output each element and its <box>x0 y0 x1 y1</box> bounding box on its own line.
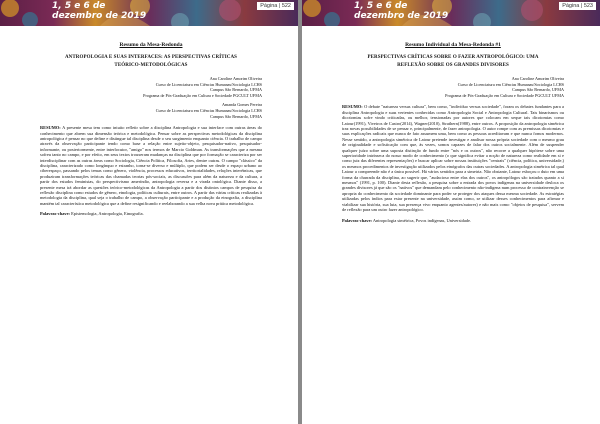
article-title: PERSPECTIVAS CRÍTICAS SOBRE O FAZER ANTROPOLÓGICO: UMA REFLEXÃO SOBRE OS GRANDES DIVISORES <box>367 55 539 68</box>
banner-artwork-icon <box>302 0 600 26</box>
article-left <box>40 42 262 217</box>
author-affiliation-1: Ana Caroline Amorim Oliveira Curso de Licenciatura em Ciências Humanas/Sociologia LCHS Campus São Bernardo, UFMA Programa de Pós-Graduação em Cultura e Sociedade PGCULT UFMA <box>143 76 262 98</box>
abstract: RESUMO: O debate "natureza versus cultura", bem como, "indivíduo versus sociedade", foram os debates fundantes para a disciplina Antropologia e suas vertentes conhecidas como Antropologia Social e Antropologia Cultural. Tais binarismos ou dicotomias sofre vindo criticadas, ou melhor, tensionadas por autores que colocam em xeque tais dicotomias como Latour(1991), Viveiros de Castro(2014), Wagner(2010), Strathern(1988), entre outros. A proposição da antropologia simétrica traz novas possibilidades de se pensar e, principalmente, de fazer antropologia. O autor rompe com as premissas dicotomias e suas explicações radicais que nunca de fato assumem uma, bem como as pessoas acreditavam e que nunca fomos modernos. Nesse sentido, a antropologia simétrica de Latour pretende investigar e analisar nossa própria sociedade com o mesmo grau de originalidade e sofisticação com que, às vezes, somos capazes de falar dos outros socialmente. Além de suspender qualquer juízo sobre uma suposta distinção de fundo entre "nós e os outros", não recorre a qualquer hipótese sobre uma superioridade intrínseca do nosso modo de conhecimento (o que significa evitar a noção de natureza como realidade em si e como juiz das diferentes representações) e buscar aplicar sobre nossas instituições "centrais" (ciência, política, universidade,) os mesmos procedimentos de investigação utilizados pelos etnógrafos das outras sociedades. A antropologia simétrica tal qual Latour a compreende não é a única possível. Há vários sentidos para a simetria. Não obstante, Latour esboçou o duto em uma forma da charrada da disciplina, ao sugerir que, "audacioso entre elas dos outros", os antropólogos são tratados quanto a si mesmos" (1991, p. 100). Diante desta reflexão, a pesquisa sobre a entrada dos povos indígenas na universidade desloca os grandes divisores já que são os "nativos" que demandam pelo conhecimento não-indígena num processo de contrainvenção se apropria do conhecimento da sociedade dominante para poder se proteger dos ataques dessa mesma sociedade. As estratégias utilizadas pelos índios para estar presente na universidade, assim como, se utilizar desses conhecimentos para afirmar e viabilizar sua história, sua luta, sua presença vivo enquanto agentes/autores) e não mais como "objetos de pesquisa", servem de reflexão para um outro fazer antropológico. <box>342 104 564 213</box>
section-title: Resumo da Mesa-Redonda <box>119 42 183 48</box>
keywords: Palavras-chave: Antropologia simétrica, Povos indígenas, Universidade. <box>342 217 472 223</box>
page-right <box>302 0 600 424</box>
event-banner <box>0 0 298 26</box>
banner-date: 1, 5 e 6 de dezembro de 2019 <box>52 1 147 21</box>
author-affiliation-1: Ana Caroline Amorim Oliveira Curso de Licenciatura em Ciências Humanas/Sociologia LCHS Campus São Bernardo, UFMA Programa de Pós-Graduação em Cultura e Sociedade PGCULT UFMA <box>445 76 564 98</box>
abstract: RESUMO: A presente mesa tem como intuito refletir sobre a disciplina Antropologia e sua interface com outras áreas do conhecimento que abrem sua dimensão teórica e metodológica. Pensar sobre as perspectivas metodológicas da disciplina antropológica é pensar no que define e distingue tal disciplina desde o seu surgimento enquanto ciência. O trabalho de campo através da observação participante tendo como base a relação entre sujeito-objeto, pesquisador-nativo, pesquisador-informante, ou posteriormente, entre interlocutor, "amigo" nos termos de Marcio Goldman. As transformações que a mesma sofreu tanto no campo, e por efeito, em seus textos trouxeram mudanças na disciplina que por formação se caracteriza por ser interdisciplinar com as outras áreas como Sociologia, Ciência Política, Filosofia, Artes, dentre outras. O campo "clássico" da disciplina, caracterizado como longínquo e estranho, torna-se diverso e múltiplo, que podem ser desde o espaço urbano ao ciberespaço, passando pelos temas como gênero, violência, processos educativos, territorialidades, relações interétnicas, que produziram transformações teóricas das chamadas teorias pós-sociais, as discussões para além da natureza e da cultura, a partir dos estudos feministas, do perspectivismo ameríndio, antropologia reversa e a virada ontológica. Diante disso, a presente mesa irá abordar as questões teórico-metodológicas da Antropologia a partir dos distintos campos de pesquisa da reflexão disciplina como estudos de gênero, etnologia, políticas culturais, entre outros. A partir das várias críticas realizadas à metodologia da disciplina, qual seja o trabalho de campo, a observação participante e a produção da etnografia, a disciplina mantém tal característica metodológica que a define resignificando e reelaborando a sua velha nova prática metodológica. <box>40 125 262 206</box>
article-right <box>342 42 564 223</box>
banner-artwork-icon <box>0 0 298 26</box>
page-left <box>0 0 298 424</box>
keywords: Palavras-chave: Epistemologia, Antropologia, Etnografia. <box>40 211 144 217</box>
section-title: Resumo Individual da Mesa-Redonda #1 <box>405 42 501 48</box>
page-number: Página | 522 <box>257 2 294 10</box>
banner-date: 1, 5 e 6 de dezembro de 2019 <box>354 1 449 21</box>
page-number: Página | 523 <box>559 2 596 10</box>
event-banner <box>302 0 600 26</box>
article-title: ANTROPOLOGIA E SUAS INTERFACES: AS PERSPECTIVAS CRÍTICAS TEÓRICO-METODOLÓGICAS <box>64 55 238 68</box>
author-affiliation-2: Amanda Gomes Pereira Curso de Licenciatura em Ciências Humanas/Sociologia LCHS Campus São Bernardo, UFMA <box>155 102 262 119</box>
